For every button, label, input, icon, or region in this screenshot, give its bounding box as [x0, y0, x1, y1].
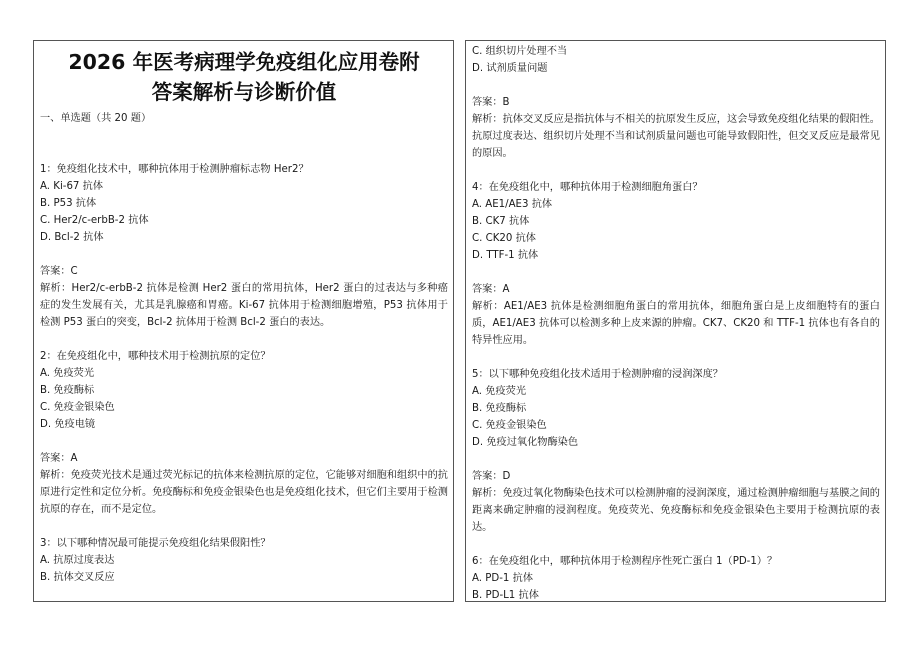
question-2: [40, 348, 448, 518]
option-c: C. 组织切片处理不当: [472, 46, 568, 57]
option-a: A. 抗原过度表达: [40, 555, 115, 566]
explanation: 解析：免疫荧光技术是通过荧光标记的抗体来检测抗原的定位，它能够对细胞和组织中的抗原进行定性和定位分析。免疫酶标和免疫金银染色也是免疫组化技术，但它们主要用于检测抗原的存在，而不是定位。: [40, 470, 448, 515]
option-b: B. 免疫酶标: [472, 403, 527, 414]
question-3: [40, 535, 448, 586]
question-stem: 4：在免疫组化中，哪种抗体用于检测细胞角蛋白？: [472, 182, 703, 193]
question-5: [472, 366, 880, 536]
option-c: C. 免疫金银染色: [472, 420, 547, 431]
option-c: C. CK20 抗体: [472, 233, 536, 244]
explanation: 解析：AE1/AE3 抗体是检测细胞角蛋白的常用抗体，细胞角蛋白是上皮细胞特有的蛋白质，AE1/AE3 抗体可以检测多种上皮来源的肿瘤。CK7、CK20 和 TTF-1 抗体也有各自的特异性应用。: [472, 301, 880, 346]
question-stem: 5：以下哪种免疫组化技术适用于检测肿瘤的浸润深度？: [472, 369, 723, 380]
option-d: D. 免疫电镜: [40, 419, 96, 430]
document-title: [40, 47, 448, 107]
option-a: A. 免疫荧光: [40, 368, 95, 379]
question-6: [472, 553, 880, 602]
option-b: B. 免疫酶标: [40, 385, 95, 396]
explanation: 解析：免疫过氧化物酶染色技术可以检测肿瘤的浸润深度，通过检测肿瘤细胞与基膜之间的距离来确定肿瘤的浸润程度。免疫荧光、免疫酶标和免疫金银染色主要用于检测抗原的表达。: [472, 488, 880, 533]
right-column: [465, 40, 886, 602]
answer: 答案：C: [40, 266, 78, 277]
question-3-continued: [472, 43, 880, 162]
option-b: B. CK7 抗体: [472, 216, 530, 227]
title-line-1: 2026 年医考病理学免疫组化应用卷附: [68, 50, 420, 74]
option-d: D. 免疫过氧化物酶染色: [472, 437, 579, 448]
option-b: B. 抗体交叉反应: [40, 572, 115, 583]
explanation: 解析：Her2/c-erbB-2 抗体是检测 Her2 蛋白的常用抗体，Her2 蛋白的过表达与多种癌症的发生发展有关，尤其是乳腺癌和胃癌。Ki-67 抗体用于检测细胞增殖，P53 抗体用于检测 P53 蛋白的突变，Bcl-2 抗体用于检测 Bcl-2 蛋白的表达。: [40, 283, 448, 328]
option-d: D. 试剂质量问题: [472, 63, 548, 74]
question-1: [40, 161, 448, 331]
option-a: A. PD-1 抗体: [472, 573, 534, 584]
answer: 答案：A: [40, 453, 78, 464]
option-b: B. PD-L1 抗体: [472, 590, 539, 601]
option-c: C. 免疫金银染色: [40, 402, 115, 413]
question-stem: 1：免疫组化技术中，哪种抗体用于检测肿瘤标志物 Her2？: [40, 164, 309, 175]
section-heading: 一、单选题（共 20 题）: [40, 113, 152, 124]
left-column: [33, 40, 454, 602]
option-a: A. 免疫荧光: [472, 386, 527, 397]
option-c: C. Her2/c-erbB-2 抗体: [40, 215, 149, 226]
answer: 答案：D: [472, 471, 511, 482]
option-b: B. P53 抗体: [40, 198, 97, 209]
option-d: D. Bcl-2 抗体: [40, 232, 104, 243]
question-stem: 6：在免疫组化中，哪种抗体用于检测程序性死亡蛋白 1（PD-1）？: [472, 556, 778, 567]
question-stem: 2：在免疫组化中，哪种技术用于检测抗原的定位？: [40, 351, 271, 362]
answer: 答案：B: [472, 97, 510, 108]
option-a: A. Ki-67 抗体: [40, 181, 104, 192]
option-a: A. AE1/AE3 抗体: [472, 199, 553, 210]
question-4: [472, 179, 880, 349]
answer: 答案：A: [472, 284, 510, 295]
title-line-2: 答案解析与诊断价值: [151, 80, 337, 104]
question-stem: 3：以下哪种情况最可能提示免疫组化结果假阳性？: [40, 538, 271, 549]
explanation: 解析：抗体交叉反应是指抗体与不相关的抗原发生反应，这会导致免疫组化结果的假阳性。抗原过度表达、组织切片处理不当和试剂质量问题也可能导致假阳性，但交叉反应是最常见的原因。: [472, 114, 880, 159]
option-d: D. TTF-1 抗体: [472, 250, 539, 261]
